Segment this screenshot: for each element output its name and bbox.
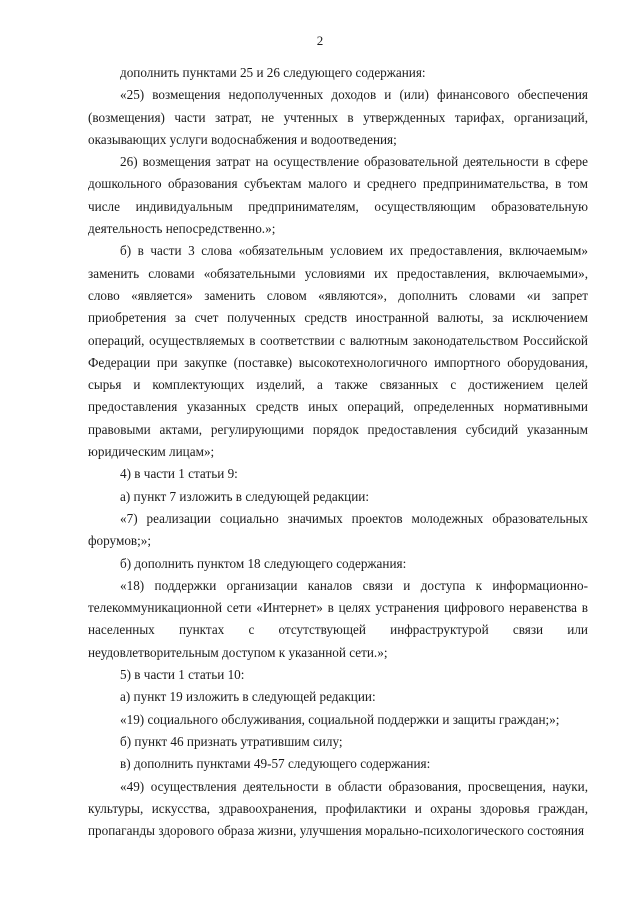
paragraph-item-18-heading: б) дополнить пунктом 18 следующего содержания: (120, 555, 407, 571)
paragraph-items-49-57-heading: в) дополнить пунктами 49-57 следующего содержания: (120, 756, 431, 772)
paragraph-item-7-heading: а) пункт 7 изложить в следующей редакции: (120, 488, 370, 504)
paragraph-item-49: «49) осуществления деятельности в области образования, просвещения, науки, культуры, искусства, здравоохранения, профилактики и охраны здоровья граждан, пропаганды здорового образа жизни, улучшения морально-психологического состояния (88, 778, 588, 839)
paragraph-item-46: б) пункт 46 признать утратившим силу; (120, 733, 343, 749)
paragraph-item-7: «7) реализации социально значимых проектов молодежных образовательных форумов;»; (88, 510, 588, 549)
paragraph-item-18: «18) поддержки организации каналов связи и доступа к информационно-телекоммуникационной сети «Интернет» в целях устранения цифрового неравенства в населенных пунктах с отсутствующей инфраструктурой связи или неудовлетворительным доступом к указанной сети.»; (88, 577, 588, 660)
document-body (88, 62, 588, 842)
paragraph-item-26: 26) возмещения затрат на осуществление образовательной деятельности в сфере дошкольного образования субъектам малого и среднего предпринимательства, в том числе индивидуальным предпринимателям, осуществляющим образовательную деятельность непосредственно.»; (88, 154, 588, 237)
paragraph-article-10-heading: 5) в части 1 статьи 10: (120, 667, 245, 683)
paragraph-intro: дополнить пунктами 25 и 26 следующего содержания: (120, 65, 426, 80)
paragraph-item-19: «19) социального обслуживания, социальной поддержки и защиты граждан;»; (120, 711, 560, 727)
page-number: 2 (316, 33, 324, 48)
paragraph-item-19-heading: а) пункт 19 изложить в следующей редакции: (120, 689, 376, 705)
paragraph-item-25: «25) возмещения недополученных доходов и (или) финансового обеспечения (возмещения) части затрат, не учтенных в утвержденных тарифах, организаций, оказывающих услуги водоснабжения и водоотведения; (88, 87, 588, 147)
paragraph-article-9-heading: 4) в части 1 статьи 9: (120, 466, 238, 482)
paragraph-part-3-amendment: б) в части 3 слова «обязательным условием их предоставления, включаемым» заменить словами «обязательными условиями их предоставления, включаемыми», слово «является» заменить словом «являются», дополнить словами «и запрет приобретения за счет полученных средств иностранной валюты, за исключением операций, осуществляемых в соответствии с валютным законодательством Российской Федерации при закупке (поставке) высокотехнологичного импортного оборудования, сырья и комплектующих изделий, а также связанных с достижением целей предоставления указанных средств иных операций, определенных нормативными правовыми актами, регулирующими порядок предоставления субсидий указанным юридическим лицам»; (88, 243, 588, 460)
